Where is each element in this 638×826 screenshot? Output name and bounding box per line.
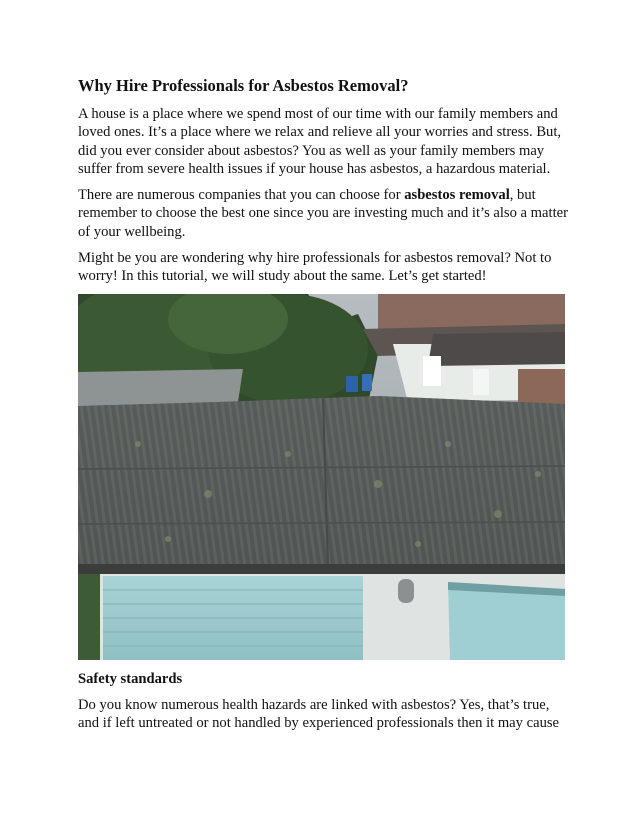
article-body — [78, 75, 568, 740]
companies-paragraph — [78, 186, 568, 241]
asbestos-roof-photo — [78, 294, 565, 660]
asbestos-removal-keyword: asbestos removal — [404, 187, 510, 204]
intro-paragraph: A house is a place where we spend most of our time with our family members and loved ones. It’s a place where we relax and relieve all your worries and stress. But, did you ever consider about asbestos? You as well as your family members may suffer from severe health issues if your house has asbestos, a hazardous material. — [78, 106, 562, 177]
safety-paragraph: Do you know numerous health hazards are linked with asbestos? Yes, that’s true, and if left untreated or not handled by experienced professionals then it may cause — [78, 696, 560, 731]
tutorial-paragraph: Might be you are wondering why hire professionals for asbestos removal? Not to worry! In this tutorial, we will study about the same. Let’s get started! — [78, 250, 552, 285]
article-title: Why Hire Professionals for Asbestos Removal? — [78, 76, 409, 95]
section-heading: Safety standards — [78, 670, 183, 687]
companies-text-end: , but remember to choose the best one since you are investing much and it’s also a matter of your wellbeing. — [78, 187, 568, 240]
companies-text-start: There are numerous companies that you can choose for — [78, 187, 405, 204]
